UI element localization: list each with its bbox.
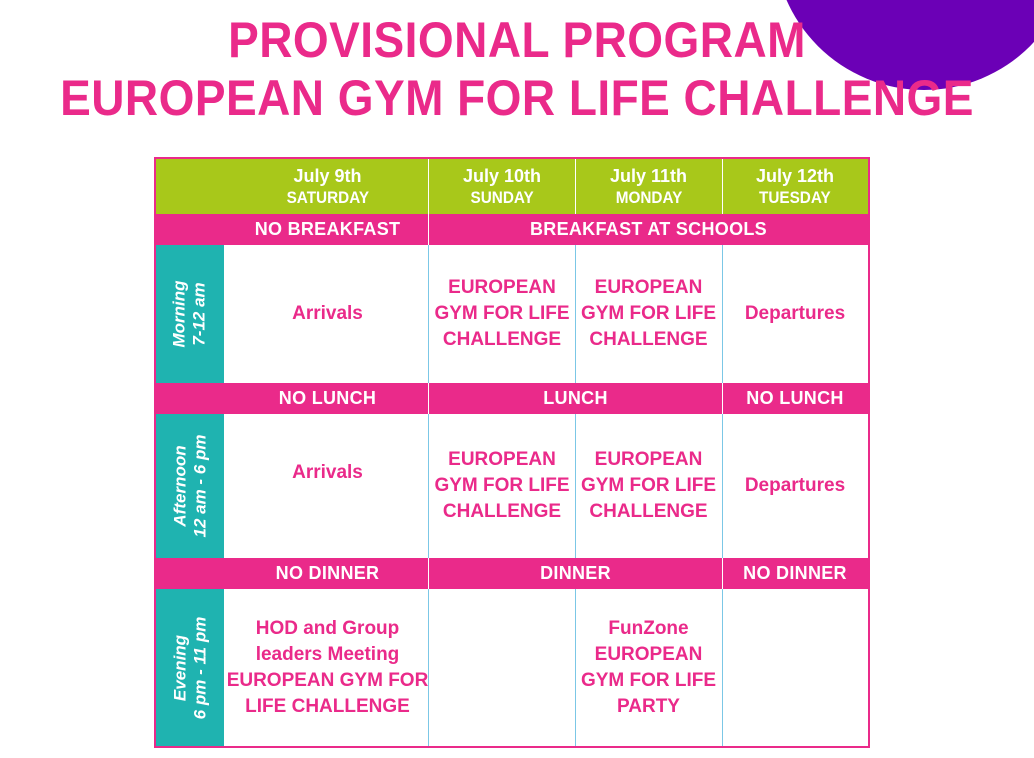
divider	[722, 414, 723, 558]
morning-day-1: Arrivals	[292, 303, 363, 324]
page-title: PROVISIONAL PROGRAM	[228, 12, 806, 68]
morning-day-2: EUROPEAN GYM FOR LIFE CHALLENGE	[434, 277, 570, 350]
afternoon-day-2: EUROPEAN GYM FOR LIFE CHALLENGE	[434, 449, 570, 522]
evening-day-3: FunZone EUROPEAN GYM FOR LIFE PARTY	[580, 617, 717, 717]
divider	[722, 245, 723, 383]
no-lunch-last: NO LUNCH	[722, 383, 868, 414]
divider	[722, 159, 723, 214]
no-breakfast: NO BREAKFAST	[226, 214, 429, 245]
divider	[722, 558, 723, 589]
no-dinner-last: NO DINNER	[722, 558, 868, 589]
day-weekday: SUNDAY	[470, 187, 534, 207]
evening-day-2	[429, 589, 575, 746]
no-lunch-first: NO LUNCH	[226, 383, 429, 414]
period-name: Evening	[170, 634, 189, 701]
divider	[575, 159, 576, 214]
program-table	[154, 157, 870, 748]
divider	[722, 589, 723, 746]
day-date: July 10th	[462, 165, 542, 186]
divider	[428, 414, 429, 558]
divider	[428, 558, 429, 589]
lunch: LUNCH	[429, 383, 722, 414]
morning-day-4: Departures	[744, 303, 846, 324]
header-day-3	[575, 159, 722, 214]
header-day-4	[722, 159, 868, 214]
divider	[428, 383, 429, 414]
divider	[575, 245, 576, 383]
divider	[575, 589, 576, 746]
divider	[428, 589, 429, 746]
day-date: July 11th	[609, 165, 688, 186]
day-weekday: SATURDAY	[286, 187, 369, 207]
afternoon-day-3: EUROPEAN GYM FOR LIFE CHALLENGE	[580, 449, 717, 522]
period-name: Afternoon	[170, 445, 189, 527]
divider	[428, 159, 429, 245]
period-time: 6 pm - 11 pm	[190, 616, 209, 719]
divider	[575, 414, 576, 558]
divider	[722, 383, 723, 414]
dinner: DINNER	[429, 558, 722, 589]
page-subtitle: EUROPEAN GYM FOR LIFE CHALLENGE	[60, 70, 974, 126]
day-weekday: MONDAY	[615, 187, 682, 207]
divider	[428, 245, 429, 383]
day-weekday: TUESDAY	[759, 187, 831, 207]
header-day-1	[226, 159, 429, 214]
no-dinner-first: NO DINNER	[226, 558, 429, 589]
day-date: July 9th	[293, 165, 362, 186]
evening-day-1: HOD and Group leaders Meeting EUROPEAN GYM FOR LIFE CHALLENGE	[226, 617, 429, 717]
breakfast-at-schools: BREAKFAST AT SCHOOLS	[429, 214, 868, 245]
afternoon-day-4: Departures	[744, 475, 846, 496]
period-time: 7-12 am	[189, 282, 209, 346]
period-morning	[156, 245, 224, 383]
afternoon-day-1: Arrivals	[292, 462, 363, 483]
period-time: 12 am - 6 pm	[190, 434, 209, 538]
day-date: July 12th	[755, 165, 835, 186]
morning-day-3: EUROPEAN GYM FOR LIFE CHALLENGE	[580, 277, 717, 350]
period-evening	[156, 589, 224, 746]
period-name: Morning	[169, 280, 189, 348]
evening-day-4	[722, 589, 868, 746]
header-day-2	[429, 159, 575, 214]
period-afternoon	[156, 414, 224, 558]
